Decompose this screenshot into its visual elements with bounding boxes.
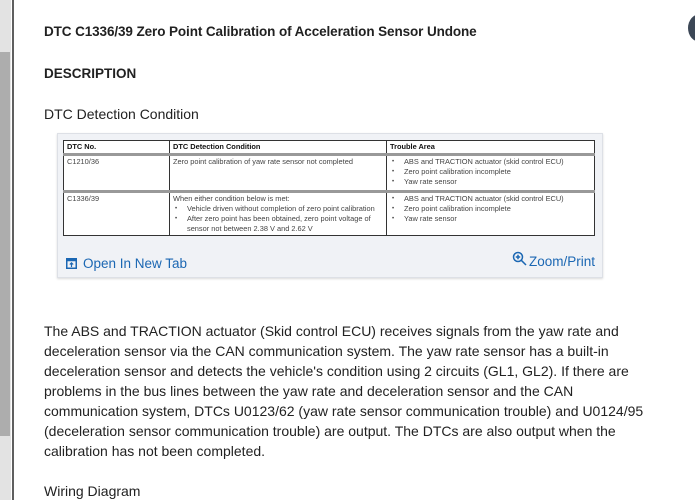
list-item: • Zero point calibration incomplete (390, 167, 591, 177)
wiring-diagram-heading: Wiring Diagram (44, 483, 141, 499)
subsection-heading: DTC Detection Condition (44, 106, 199, 122)
list-item: • Yaw rate sensor (390, 214, 591, 224)
condition-intro: When either condition below is met: (173, 194, 290, 203)
trouble-area (387, 192, 595, 236)
table-row (64, 155, 595, 192)
list-item: • ABS and TRACTION actuator (skid control ECU) (390, 194, 591, 204)
floating-button[interactable] (688, 14, 695, 42)
dtc-table-figure (57, 133, 603, 278)
column-header: Trouble Area (387, 141, 595, 155)
dtc-table (63, 140, 595, 236)
open-in-new-tab-label: Open In New Tab (83, 256, 188, 271)
page-title: DTC C1336/39 Zero Point Calibration of Acceleration Sensor Undone (44, 24, 477, 39)
list-item: • Yaw rate sensor (390, 177, 591, 187)
open-new-tab-icon (66, 258, 77, 269)
table-row (64, 192, 595, 236)
list-item: • After zero point has been obtained, zero point voltage of sensor not between 2.38 V and 2.62 V (173, 214, 383, 234)
panel-divider (12, 0, 14, 500)
list-item: • ABS and TRACTION actuator (skid control ECU) (390, 157, 591, 167)
scrollbar-track[interactable] (0, 0, 11, 500)
zoom-print-link[interactable] (512, 254, 595, 269)
dtc-code: C1336/39 (64, 192, 170, 236)
description-paragraph: The ABS and TRACTION actuator (Skid control ECU) receives signals from the yaw rate and deceleration sensor via the CAN communication system. The yaw rate sensor has a built-in deceleration sensor and detects the vehicle's condition using 2 circuits (GL1, GL2). If there are problems in the bus lines between the yaw rate and deceleration sensor and the CAN communication system, DTCs U0123/62 (yaw rate sensor communication trouble) and U0124/95 (deceleration sensor communication trouble) are output. The DTCs are also output when the calibration has not been completed. (44, 323, 644, 459)
column-header: DTC No. (64, 141, 170, 155)
figure-footer (58, 248, 602, 276)
section-heading: DESCRIPTION (44, 66, 137, 81)
dtc-code: C1210/36 (64, 155, 170, 192)
column-header: DTC Detection Condition (170, 141, 387, 155)
scrollbar-thumb[interactable] (0, 52, 10, 436)
list-item: • Zero point calibration incomplete (390, 204, 591, 214)
detection-condition: Zero point calibration of yaw rate sensor not completed (170, 155, 387, 192)
zoom-print-label: Zoom/Print (528, 254, 595, 269)
trouble-area (387, 155, 595, 192)
zoom-in-icon (512, 251, 528, 267)
list-item: • Vehicle driven without completion of zero point calibration (173, 204, 383, 214)
detection-condition (170, 192, 387, 236)
open-in-new-tab-link[interactable] (66, 256, 187, 271)
